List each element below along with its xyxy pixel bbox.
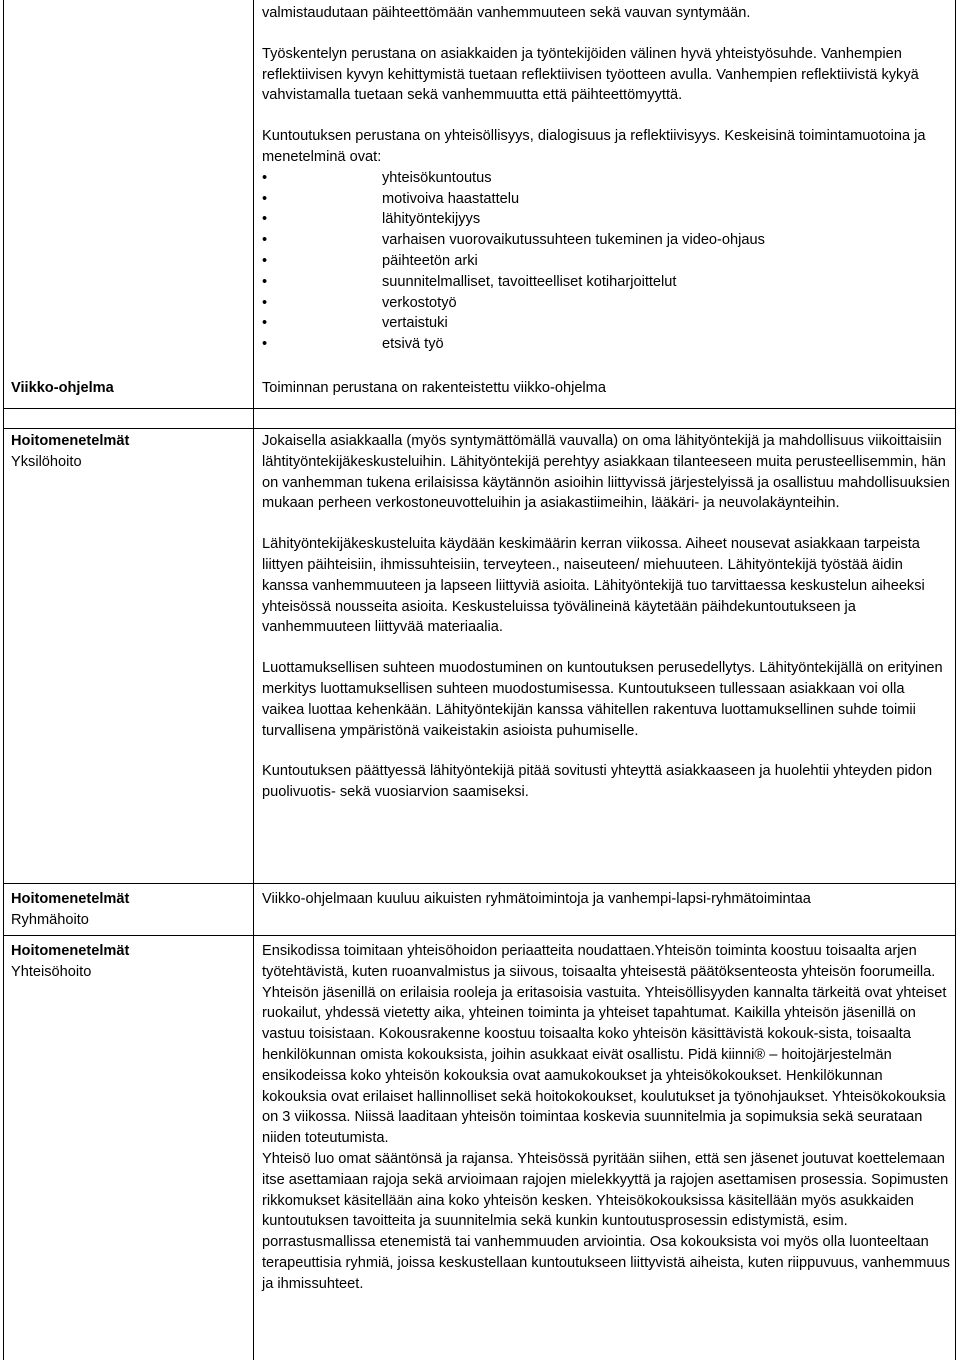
bullet-icon: • bbox=[262, 294, 268, 311]
row-divider-yhteiso bbox=[3, 935, 956, 936]
top-paragraph-1: Työskentelyn perustana on asiakkaiden ja työntekijöiden välinen hyvä yhteistyösuhde. Vanhempien reflektiivisen kyvyn kehittymistä tuetaan reflektiivisen työotteen avulla. Vanhempien reflektiivistä kykyä vahvistamalla tuetaan sekä vanhemmuutta että päihteettömyyttä. bbox=[262, 45, 919, 104]
label-ryhmahoito bbox=[11, 889, 246, 931]
row-divider-viikko bbox=[3, 408, 956, 409]
label-yhteiso-sub: Yhteisöhoito bbox=[11, 963, 92, 980]
label-viikko-ohjelma bbox=[11, 378, 246, 399]
yhteiso-paragraph-2: Yhteisö luo omat sääntönsä ja rajansa. Yhteisössä pyritään siihen, että sen jäsenet joutuvat koettelemaan itse asettamiaan rajoja sekä arvioimaan rajojen mielekkyyttä ja rajojen asettamisen prosessia. Sopimusten rikkomukset käsitellään aina koko yhteisön kesken. Yhteisökokouksissa käsitellään myös asukkaiden kuntoutuksen tavoitteita ja suunnitelmia sekä kunkin kuntoutusprosessin edistymistä, esim. porrastusmallissa etenemistä tai vanhemmuuden arviointia. Osa kokouksista voi myös olla luonteeltaan terapeuttisia ryhmiä, joissa keskustellaan kuntoutukseen liittyvistä aiheista, kuten riippuvuus, vanhemmuus ja ihmissuhteet. bbox=[262, 1150, 950, 1292]
top-row-content bbox=[262, 3, 950, 355]
viikko-row-content bbox=[262, 378, 950, 399]
yksilo-row-content bbox=[262, 431, 950, 803]
label-ryhma-sub: Ryhmähoito bbox=[11, 911, 89, 928]
yksilo-paragraph-1: Jokaisella asiakkaalla (myös syntymättömällä vauvalla) on oma lähityöntekijä ja mahdollisuus viikoittaisiin lähtityöntekijäkeskusteluihin. Lähityöntekijä perehtyy asiakkaan tilanteeseen muita perusteellisemmin, hän on vanhemman tukena erilaisissa käytännön asioihin liittyvissä järjestelyissä ja osallistuu mahdollisuuksien mukaan perheen verkostoneuvotteluihin ja asiakastiimeihin, lääkäri- ja neuvolakäynteihin. bbox=[262, 433, 950, 512]
bullet-icon: • bbox=[262, 190, 268, 207]
table-border-right bbox=[955, 0, 956, 1360]
yhteiso-row-content bbox=[262, 941, 950, 1295]
yksilo-paragraph-2: Lähityöntekijäkeskusteluita käydään keskimäärin kerran viikossa. Aiheet nousevat asiakkaan tarpeista liittyen päihteisiin, ihmissuhteisiin, terveyteen., naiseuteen/ miehuuteen. Lähityöntekijä työstää äidin kanssa vanhemmuuteen ja lapseen liittyviä asioita. Lähityöntekijä tuo tarvittaessa keskustelun aiheeksi yhteisössä nousseita asioita. Keskusteluissa työvälineinä käytetään päihdekuntoutukseen ja vanhemmuuteen liittyvää materiaalia. bbox=[262, 536, 925, 636]
row-divider-ryhma bbox=[3, 883, 956, 884]
row-divider-yksilo bbox=[3, 428, 956, 429]
bullet-icon: • bbox=[262, 273, 268, 290]
bullet-icon: • bbox=[262, 169, 268, 186]
label-viikko-text: Viikko-ohjelma bbox=[11, 380, 114, 396]
label-yksilo-sub: Yksilöhoito bbox=[11, 453, 82, 470]
methods-bullet-list bbox=[262, 168, 950, 355]
viikko-text: Toiminnan perustana on rakenteistettu viikko-ohjelma bbox=[262, 380, 606, 396]
bullet-item: • varhaisen vuorovaikutussuhteen tukeminen ja video-ohjaus bbox=[262, 230, 950, 251]
bullet-item: • verkostotyö bbox=[262, 293, 950, 314]
bullet-item: • motivoiva haastattelu bbox=[262, 189, 950, 210]
bullet-item: • päihteetön arki bbox=[262, 251, 950, 272]
top-line-0: valmistaudutaan päihteettömään vanhemmuuteen sekä vauvan syntymään. bbox=[262, 5, 751, 21]
label-yhteiso-title: Hoitomenetelmät bbox=[11, 943, 130, 959]
ryhma-text: Viikko-ohjelmaan kuuluu aikuisten ryhmätoimintoja ja vanhempi-lapsi-ryhmätoimintaa bbox=[262, 891, 811, 907]
label-yhteisohoito bbox=[11, 941, 246, 983]
bullet-icon: • bbox=[262, 211, 268, 228]
bullet-icon: • bbox=[262, 336, 268, 353]
bullet-icon: • bbox=[262, 232, 268, 249]
table-column-divider bbox=[253, 0, 254, 1360]
bullet-item: • yhteisökuntoutus bbox=[262, 168, 950, 189]
bullet-item: • suunnitelmalliset, tavoitteelliset kotiharjoittelut bbox=[262, 272, 950, 293]
ryhma-row-content bbox=[262, 889, 950, 910]
yksilo-paragraph-3: Luottamuksellisen suhteen muodostuminen on kuntoutuksen perusedellytys. Lähityöntekijällä on erityinen merkitys luottamuksellisen suhteen muodostumisessa. Kuntoutukseen tullessaan asiakkaan voi olla vaikea luottaa kehenkään. Lähityöntekijän kanssa vähitellen rakentuva luottamuksellinen suhde toimii turvallisena ympäristönä vaikeistakin asioista puhumiselle. bbox=[262, 660, 943, 739]
label-yksilohoito bbox=[11, 431, 246, 473]
yhteiso-paragraph-1: Ensikodissa toimitaan yhteisöhoidon periaatteita noudattaen.Yhteisön toiminta koostuu toisaalta arjen työtehtävistä, kuten ruoanvalmistus ja siivous, toisaalta yhteisestä päätöksenteosta yhteisön foorumeilla. Yhteisön jäsenillä on erilaisia rooleja ja eritasoisia vastuita. Yhteisöllisyyden kannalta tärkeitä ovat yhteiset ruokailut, yhdessä vietetty aika, yhteinen toiminta ja yhteiset tapahtumat. Kaikilla yhteisön jäsenillä on vastuu toisistaan. Kokousrakenne koostuu toisaalta koko yhteisön käsittävistä kokouk-sista, toisaalta henkilökunnan omista kokouksista, joihin asukkaat eivät osallistu. Pidä kiinni® – hoitojärjestelmän ensikodeissa koko yhteisön kokouksia ovat aamukokoukset ja yhteisökokoukset. Henkilökunnan kokouksia ovat erilaiset hallinnolliset sekä hoitokokoukset, koulutukset ja työnohjaukset. Yhteisökokouksia on 3 viikossa. Niissä laaditaan yhteisön toimintaa koskevia suunnitelmia ja sopimuksia sekä seurataan niiden toteutumista. bbox=[262, 943, 947, 1147]
bullet-item: • etsivä työ bbox=[262, 334, 950, 355]
bullet-icon: • bbox=[262, 315, 268, 332]
yksilo-paragraph-4: Kuntoutuksen päättyessä lähityöntekijä pitää sovitusti yhteyttä asiakkaaseen ja huolehtii yhteyden pidon puolivuotis- sekä vuosiarvion saamiseksi. bbox=[262, 763, 933, 801]
bullet-item: • vertaistuki bbox=[262, 313, 950, 334]
table-border-left bbox=[3, 0, 4, 1360]
label-ryhma-title: Hoitomenetelmät bbox=[11, 891, 130, 907]
top-paragraph-2: Kuntoutuksen perustana on yhteisöllisyys, dialogisuus ja reflektiivisyys. Keskeisinä toimintamuotoina ja menetelminä ovat: bbox=[262, 128, 926, 165]
bullet-icon: • bbox=[262, 252, 268, 269]
label-yksilo-title: Hoitomenetelmät bbox=[11, 433, 130, 449]
bullet-item: • lähityöntekijyys bbox=[262, 209, 950, 230]
